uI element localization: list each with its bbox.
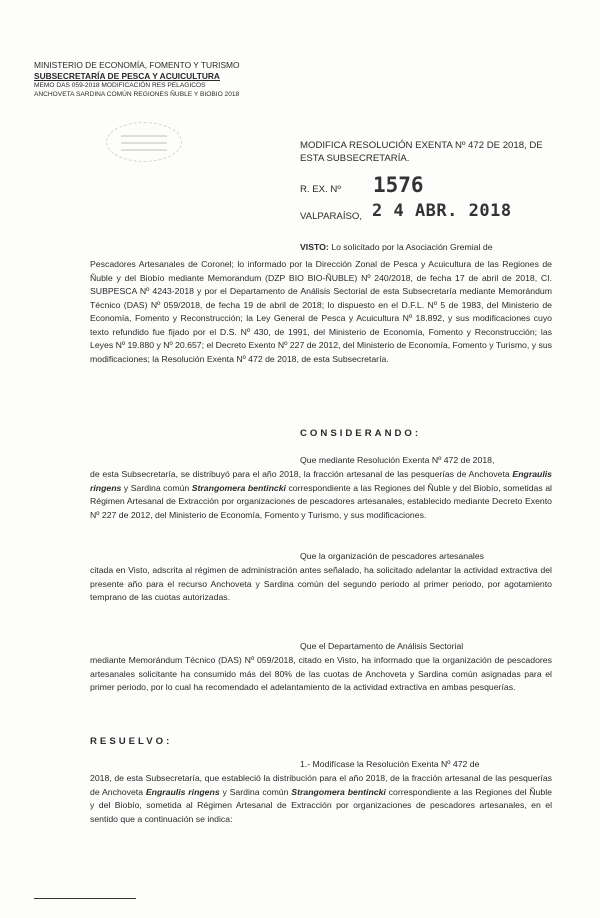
r1-text-2: y Sardina común (219, 786, 292, 797)
resuelvo-heading: RESUELVO: (90, 736, 173, 747)
resolution-label: R. EX. Nº (300, 184, 341, 195)
c1-text-3: correspondiente a las Regiones del Ñuble y del Biobío, sometidas al Régimen Artesanal de Extracción por organizaciones de pescadores artesanales, establecido mediante Decreto Exento Nº 227 de 2012, del Ministerio de Economía, Fomento y Turismo, y sus modificaciones. (90, 482, 552, 520)
memo-reference: MEMO DAS 059-2018 MODIFICACIÓN RES PELAGICOS (34, 82, 206, 90)
footnote-rule (34, 898, 136, 899)
species-anchoveta: Engraulis ringens (145, 786, 220, 797)
species-reference: ANCHOVETA SARDINA COMÚN REGIONES ÑUBLE Y BIOBIO 2018 (34, 91, 240, 99)
c1-text-1: de esta Subsecretaría, se distribuyó para el año 2018, la fracción artesanal de las pesquerías de Anchoveta (90, 469, 513, 479)
considerando-1-body (90, 468, 552, 522)
visto-body: Pescadores Artesanales de Coronel; lo informado por la Dirección Zonal de Pesca y Acuicultura de las Regiones de Ñuble y del Biobío mediante Memorandum (DZP BIO BIO-ÑUBLE) Nº 240/2018, de fecha 17 de abril de 2018, CI. SUBPESCA Nº 4243-2018 y por el Departamento de Análisis Sectorial de esta Subsecretaría mediante Memorándum Técnico (DAS) Nº 059/2018, de fecha 19 de abril de 2018; lo dispuesto en el D.F.L. Nº 5 de 1983, del Ministerio de Economía, Fomento y Reconstrucción; la Ley General de Pesca y Acuicultura Nº 18.892, y sus modificaciones cuyo texto refundido fue fijado por el D.S. Nº 430, de 1991, del Ministerio de Economía, Fomento y Reconstrucción; las Leyes Nº 19.880 y Nº 20.657; el Decreto Exento Nº 227 de 2012, del Ministerio de Economía, Fomento y Turismo, y sus modificaciones; la Resolución Exenta Nº 472 de 2018, de esta Subsecretaría. (90, 259, 552, 364)
species-sardina: Strangomera bentincki (291, 786, 386, 797)
r1-text-3: correspondiente a las Regiones del Ñuble y del Biobío, sometida al Régimen Artesanal de Extracción por organizaciones de pescadores artesanales, en el sentido que a continuación se indica: (90, 786, 552, 824)
faded-stamp (106, 122, 182, 162)
letterhead (34, 60, 240, 99)
considerando-3-first: Que el Departamento de Análisis Sectorial (300, 641, 464, 651)
resuelvo-1-body (90, 772, 552, 826)
city-label: VALPARAÍSO, (300, 211, 363, 222)
species-anchoveta: Engraulis ringens (90, 469, 552, 493)
c1-text-2: y Sardina común (121, 482, 192, 493)
considerando-1-first: Que mediante Resolución Exenta Nº 472 de 2018, (300, 455, 495, 465)
date-stamp: 2 4 ABR. 2018 (372, 201, 512, 221)
visto-line (300, 242, 493, 252)
resolution-number-stamp: 1576 (373, 173, 424, 197)
visto-label: VISTO: (300, 242, 329, 252)
subsecretaria-name: SUBSECRETARÍA DE PESCA Y ACUICULTURA (34, 70, 220, 81)
considerando-heading: CONSIDERANDO: (300, 428, 422, 439)
considerando-3-body: mediante Memorándum Técnico (DAS) Nº 059/2018, citado en Visto, ha informado que la organización de pescadores artesanales solicitante ha consumido más del 80% de las cuotas de Anchoveta y Sardina común asignadas para el primer periodo, por lo cual ha recomendado el adelantamiento de la actividad extractiva en ambas pesquerías. (90, 655, 552, 692)
r1-text-1: 2018, de esta Subsecretaría, que estableció la distribución para el año 2018, de la fracción artesanal de las pesquerías de Anchoveta (90, 773, 552, 797)
visto-first-line: Lo solicitado por la Asociación Gremial de (331, 242, 493, 252)
considerando-2-body: citada en Visto, adscrita al régimen de administración antes señalado, ha solicitado adelantar la actividad extractiva del presente año para el recurso Anchoveta y Sardina común del segundo periodo al primer periodo, por agotamiento temprano de las cuotas autorizadas. (90, 565, 552, 602)
document-title: MODIFICA RESOLUCIÓN EXENTA Nº 472 DE 2018, DE ESTA SUBSECRETARÍA. (300, 140, 543, 164)
resuelvo-1-first: 1.- Modifícase la Resolución Exenta Nº 472 de (300, 759, 480, 769)
species-sardina: Strangomera bentincki (191, 482, 286, 493)
considerando-2-first: Que la organización de pescadores artesanales (300, 551, 485, 561)
ministry-name: MINISTERIO DE ECONOMÍA, FOMENTO Y TURISMO (34, 60, 240, 70)
